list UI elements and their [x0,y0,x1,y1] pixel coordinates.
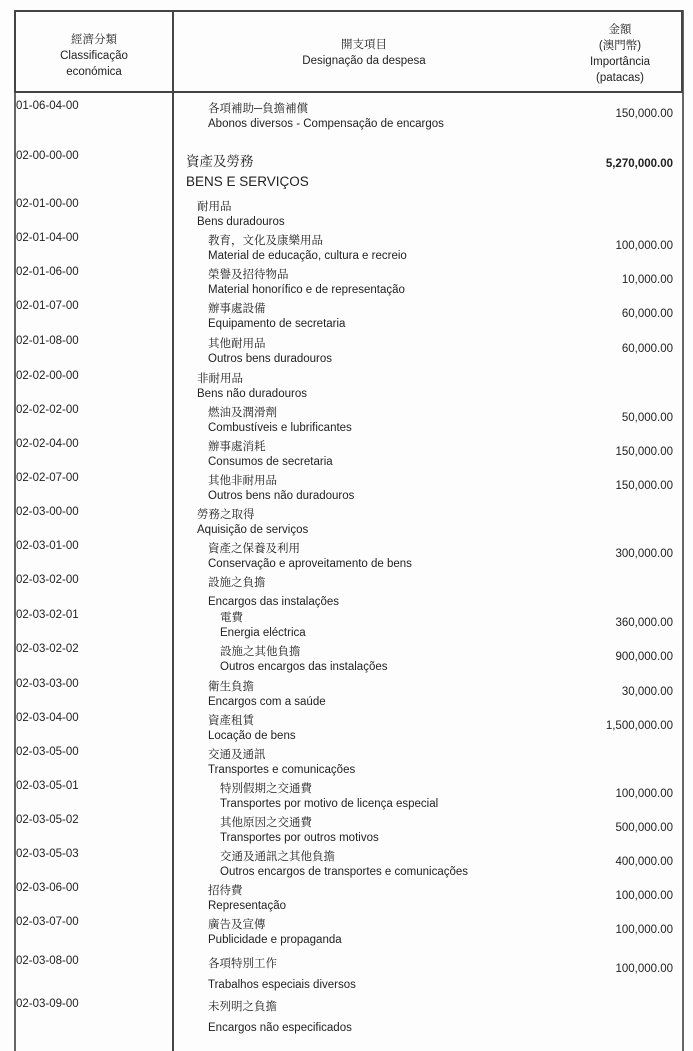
row-designation-pt: Encargos não especificados [208,1022,352,1034]
row-designation-pt: Bens não duradouros [197,388,307,400]
row-code: 02-02-02-00 [16,404,79,416]
row-code: 02-00-00-00 [16,150,79,162]
row-amount: 150,000.00 [615,446,673,458]
row-amount: 100,000.00 [615,240,673,252]
row-designation-pt: Locação de bens [208,730,296,742]
row-designation-pt: Outros encargos de transportes e comunicações [220,866,469,878]
header-amount [560,22,680,86]
row-designation-zh: 非耐用品 [197,373,243,385]
table-left-border [14,10,16,1051]
row-code: 02-03-04-00 [16,712,79,724]
row-designation-zh: 榮譽及招待物品 [208,269,289,281]
row-code: 02-01-08-00 [16,335,79,347]
row-amount: 10,000.00 [621,274,673,286]
row-code: 02-03-07-00 [16,916,79,928]
header-amount-zh: 金額 [608,24,632,36]
row-designation-pt: Outros encargos das instalações [220,661,388,673]
row-amount: 60,000.00 [621,343,673,355]
row-amount: 100,000.00 [615,890,673,902]
row-code: 02-03-01-00 [16,540,79,552]
row-designation-zh: 勞務之取得 [197,509,255,521]
row-designation-zh: 未列明之負擔 [208,1001,277,1013]
row-designation-zh: 交通及通訊 [208,749,266,761]
row-amount: 300,000.00 [615,548,673,560]
row-designation-pt: Equipamento de secretaria [208,318,346,330]
header-classification-pt2: económica [66,66,122,78]
row-designation-pt: Publicidade e propaganda [208,934,342,946]
row-designation-pt: Combustíveis e lubrificantes [208,422,352,434]
row-code: 02-02-07-00 [16,472,79,484]
table-right-border [682,10,684,1051]
row-code: 02-01-04-00 [16,232,79,244]
row-designation-pt: Representação [208,900,286,912]
header-classification-zh: 經濟分類 [71,34,117,46]
row-amount: 60,000.00 [621,308,673,320]
row-designation-zh: 各項特別工作 [208,958,277,970]
row-designation-zh: 招待費 [208,885,243,897]
row-amount: 400,000.00 [615,856,673,868]
row-designation-pt: Bens duradouros [197,216,285,228]
column-divider [172,10,174,1051]
row-designation-pt: Outros bens duradouros [208,353,333,365]
row-designation-pt: Abonos diversos - Compensação de encargos [208,118,444,130]
row-amount: 150,000.00 [615,480,673,492]
header-classification-pt1: Classificação [60,50,128,62]
row-amount: 100,000.00 [615,788,673,800]
row-amount: 1,500,000.00 [605,720,673,732]
row-designation-zh: 資產及勞務 [186,154,254,169]
row-designation-zh: 廣告及宣傳 [208,919,266,931]
row-designation-pt: Energia eléctrica [220,627,306,639]
row-designation-zh: 其他耐用品 [208,338,266,350]
row-code: 02-03-02-01 [16,609,79,621]
row-code: 02-01-00-00 [16,198,79,210]
row-designation-zh: 電費 [220,612,243,624]
row-designation-pt: Transportes por motivo de licença especial [220,798,439,810]
header-designation [174,37,554,69]
row-designation-zh: 其他非耐用品 [208,475,277,487]
row-code: 02-03-03-00 [16,678,79,690]
row-designation-zh: 教育，文化及康樂用品 [208,235,323,247]
row-code: 02-03-05-02 [16,814,79,826]
row-designation-pt: Encargos com a saúde [208,696,326,708]
row-code: 02-02-00-00 [16,370,79,382]
row-code: 02-03-09-00 [16,998,79,1010]
row-amount: 100,000.00 [615,963,673,975]
row-designation-zh: 辦事處消耗 [208,441,266,453]
row-code: 02-03-08-00 [16,955,79,967]
header-amount-pt1: Importância [589,56,651,68]
row-designation-pt: Conservação e aproveitamento de bens [208,558,412,570]
row-designation-zh: 辦事處設備 [208,303,266,315]
row-code: 02-03-00-00 [16,506,79,518]
row-amount: 5,270,000.00 [605,158,673,170]
row-designation-pt: Trabalhos especiais diversos [208,979,356,991]
row-designation-zh: 資產租賃 [208,715,254,727]
row-designation-zh: 各項補助─負擔補償 [208,103,309,115]
row-designation-zh: 耐用品 [197,201,232,213]
row-designation-pt: Transportes por outros motivos [220,832,379,844]
header-amount-currency-zh: (澳門幣) [598,40,642,52]
row-amount: 150,000.00 [615,108,673,120]
row-code: 02-03-02-00 [16,574,79,586]
header-designation-pt: Designação da despesa [302,55,426,67]
header-classification [16,32,172,80]
row-code: 01-06-04-00 [16,100,79,112]
row-designation-pt: Encargos das instalações [208,596,340,608]
row-code: 02-03-02-02 [16,643,79,655]
row-designation-pt: Material honorífico e de representação [208,284,405,296]
row-designation-zh: 燃油及潤滑劑 [208,407,277,419]
row-designation-zh: 特別假期之交通費 [220,783,312,795]
row-code: 02-03-06-00 [16,882,79,894]
header-amount-pt2: (patacas) [596,72,644,84]
row-designation-zh: 衛生負擔 [208,681,254,693]
row-amount: 50,000.00 [621,412,673,424]
row-designation-zh: 其他原因之交通費 [220,817,312,829]
row-designation-zh: 交通及通訊之其他負擔 [220,851,335,863]
row-designation-pt: Transportes e comunicações [208,764,356,776]
row-code: 02-03-05-03 [16,848,79,860]
header-designation-zh: 開支項目 [341,39,387,51]
row-amount: 100,000.00 [615,924,673,936]
row-amount: 900,000.00 [615,651,673,663]
row-amount: 360,000.00 [615,617,673,629]
row-designation-pt: BENS E SERVIÇOS [186,174,309,189]
row-code: 02-01-07-00 [16,300,79,312]
row-amount: 500,000.00 [615,822,673,834]
row-designation-zh: 資產之保養及利用 [208,543,300,555]
row-code: 02-02-04-00 [16,438,79,450]
row-designation-pt: Aquisição de serviços [197,524,309,536]
row-designation-zh: 設施之其他負擔 [220,646,301,658]
row-designation-zh: 設施之負擔 [208,577,266,589]
row-amount: 30,000.00 [621,686,673,698]
row-designation-pt: Outros bens não duradouros [208,490,355,502]
row-code: 02-03-05-00 [16,746,79,758]
row-designation-pt: Material de educação, cultura e recreio [208,250,407,262]
row-code: 02-01-06-00 [16,266,79,278]
row-code: 02-03-05-01 [16,780,79,792]
row-designation-pt: Consumos de secretaria [208,456,333,468]
